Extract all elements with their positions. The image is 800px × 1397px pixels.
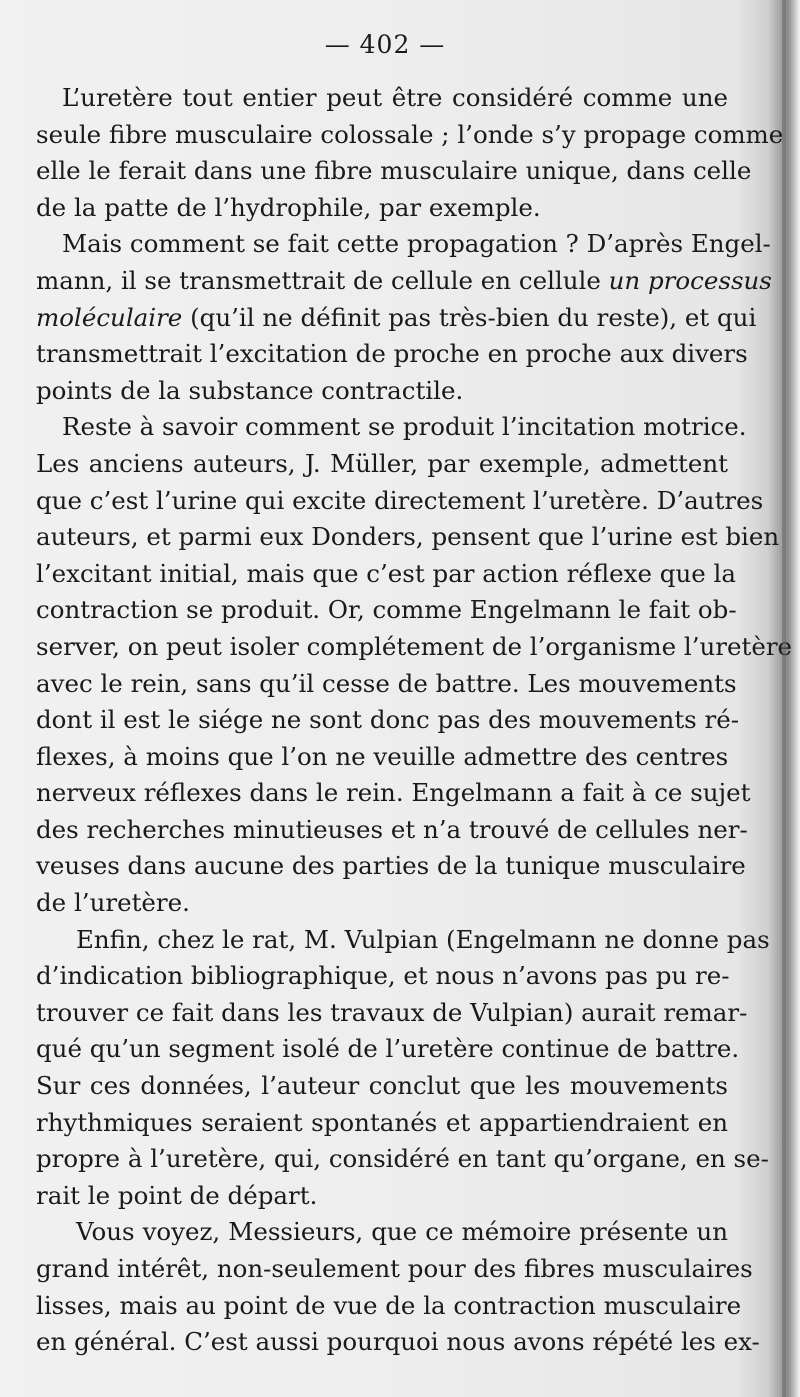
page-number: — 402 — (324, 30, 446, 59)
text-line: veuses dans aucune des parties de la tunique musculaire (36, 851, 746, 881)
text-segment: mann, il se transmettrait de cellule en cellule (36, 265, 601, 295)
paragraph (36, 226, 772, 409)
text-line: contraction se produit. Or, comme Engelmann le fait ob- (36, 595, 737, 625)
text-line: auteurs, et parmi eux Donders, pensent que l’urine est bien (36, 522, 780, 552)
text-line: en général. C’est aussi pourquoi nous avons répété les ex- (36, 1327, 760, 1357)
text-line: Reste à savoir comment se produit l’incitation motrice. (62, 412, 747, 442)
text-line: d’indication bibliographique, et nous n’avons pas pu re- (36, 961, 730, 991)
page-edge-shadow (782, 0, 786, 1397)
text-line: des recherches minutieuses et n’a trouvé de cellules ner- (36, 814, 748, 844)
text-line: avec le rein, sans qu’il cesse de battre. Les mouvements (36, 668, 737, 698)
italic-text: un processus (608, 265, 772, 295)
text-line: transmettrait l’excitation de proche en proche aux divers (36, 339, 748, 369)
text-line: seule fibre musculaire colossale ; l’onde s’y propage comme (36, 119, 784, 149)
paragraph (36, 409, 793, 921)
text-line: Vous voyez, Messieurs, que ce mémoire présente un (76, 1217, 728, 1247)
text-line: de l’uretère. (36, 888, 190, 918)
text-line: points de la substance contractile. (36, 375, 464, 405)
text-line: dont il est le siége ne sont donc pas des mouvements ré- (36, 705, 740, 735)
body-text (36, 80, 793, 1361)
paragraph (36, 1214, 760, 1360)
text-line: rait le point de départ. (36, 1180, 318, 1210)
text-line: Mais comment se fait cette propagation ? D’après Engel- (62, 229, 771, 259)
text-line: Sur ces données, l’auteur conclut que les mouvements (36, 1071, 728, 1101)
text-line: de la patte de l’hydrophile, par exemple. (36, 192, 541, 222)
text-line (36, 263, 772, 300)
text-line: grand intérêt, non-seulement pour des fibres musculaires (36, 1254, 753, 1283)
text-line: propre à l’uretère, qui, considéré en tant qu’organe, en se- (36, 1144, 769, 1174)
text-line: que c’est l’urine qui excite directement l’uretère. D’autres (36, 485, 764, 515)
paragraph (36, 80, 784, 226)
text-line: Enfin, chez le rat, M. Vulpian (Engelmann ne donne pas (76, 924, 770, 954)
text-line: flexes, à moins que l’on ne veuille admettre des centres (36, 741, 729, 771)
text-line: l’excitant initial, mais que c’est par action réflexe que la (36, 558, 736, 588)
paragraph (36, 922, 770, 1215)
text-line: rhythmiques seraient spontanés et appartiendraient en (36, 1107, 728, 1137)
text-segment: (qu’il ne définit pas très-bien du reste), et qui (190, 302, 757, 332)
text-line: lisses, mais au point de vue de la contraction musculaire (36, 1290, 742, 1320)
text-line: nerveux réflexes dans le rein. Engelmann a fait à ce sujet (36, 778, 751, 808)
text-line: elle le ferait dans une fibre musculaire unique, dans celle (36, 156, 752, 186)
text-line (36, 300, 757, 337)
italic-text: moléculaire (36, 302, 183, 332)
text-line: trouver ce fait dans les travaux de Vulpian) aurait remar- (36, 997, 748, 1027)
text-line: server, on peut isoler complétement de l’organisme l’uretère (36, 631, 793, 661)
text-line: L’uretère tout entier peut être considéré comme une (62, 83, 728, 112)
text-line: qué qu’un segment isolé de l’uretère continue de battre. (36, 1034, 740, 1064)
text-line: Les anciens auteurs, J. Müller, par exemple, admettent (36, 448, 728, 478)
